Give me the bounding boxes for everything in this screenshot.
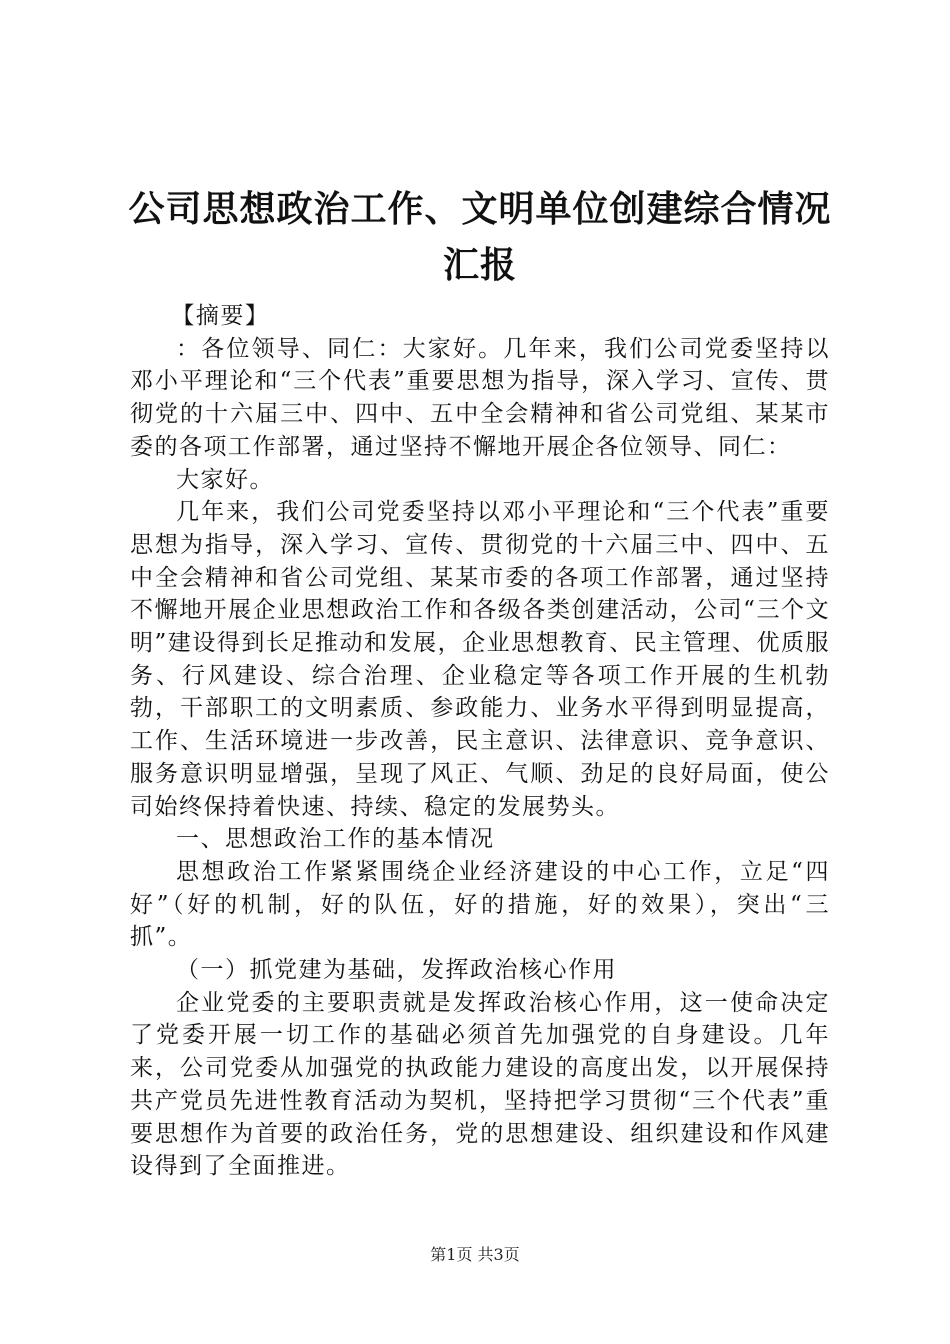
- abstract-heading: 【摘要】: [171, 303, 270, 329]
- subsection-1-paragraph: 企业党委的主要职责就是发挥政治核心作用，这一使命决定了党委开展一切工作的基础必须首先加强党的自身建设。几年来，公司党委从加强党的执政能力建设的高度出发，以开展保持共产党员先进性教育活动为契机，坚持把学习贯彻“三个代表”重要思想作为首要的政治任务，党的思想建设、组织建设和作风建设得到了全面推进。: [130, 989, 830, 1180]
- subsection-heading-1: （一）抓党建为基础，发挥政治核心作用: [176, 957, 617, 984]
- section-1-paragraph: 思想政治工作紧紧围绕企业经济建设的中心工作，立足“四好”（好的机制，好的队伍，好的措施，好的效果），突出“三抓”。: [130, 858, 830, 951]
- abstract-paragraph: ：各位领导、同仁：大家好。几年来，我们公司党委坚持以邓小平理论和“三个代表”重要思想为指导，深入学习、宣传、贯彻党的十六届三中、四中、五中全会精神和省公司党组、某某市委的各项工作部署，通过坚持不懈地开展企各位领导、同仁：: [130, 335, 830, 460]
- greeting-paragraph: 大家好。: [176, 466, 274, 493]
- section-heading-1: 一、思想政治工作的基本情况: [176, 826, 495, 853]
- intro-paragraph: 几年来，我们公司党委坚持以邓小平理论和“三个代表”重要思想为指导，深入学习、宣传、贯彻党的十六届三中、四中、五中全会精神和省公司党组、某某市委的各项工作部署，通过坚持不懈地开展企业思想政治工作和各级各类创建活动，公司“三个文明”建设得到长足推动和发展，企业思想教育、民主管理、优质服务、行风建设、综合治理、企业稳定等各项工作开展的生机勃勃，干部职工的文明素质、参政能力、业务水平得到明显提高，工作、生活环境进一步改善，民主意识、法律意识、竞争意识、服务意识明显增强，呈现了风正、气顺、劲足的良好局面，使公司始终保持着快速、持续、稳定的发展势头。: [130, 499, 830, 820]
- document-title: 公司思想政治工作、文明单位创建综合情况汇报: [128, 189, 832, 286]
- page-footer: 第1页 共3页: [430, 1245, 520, 1264]
- document-body: [130, 300, 830, 1183]
